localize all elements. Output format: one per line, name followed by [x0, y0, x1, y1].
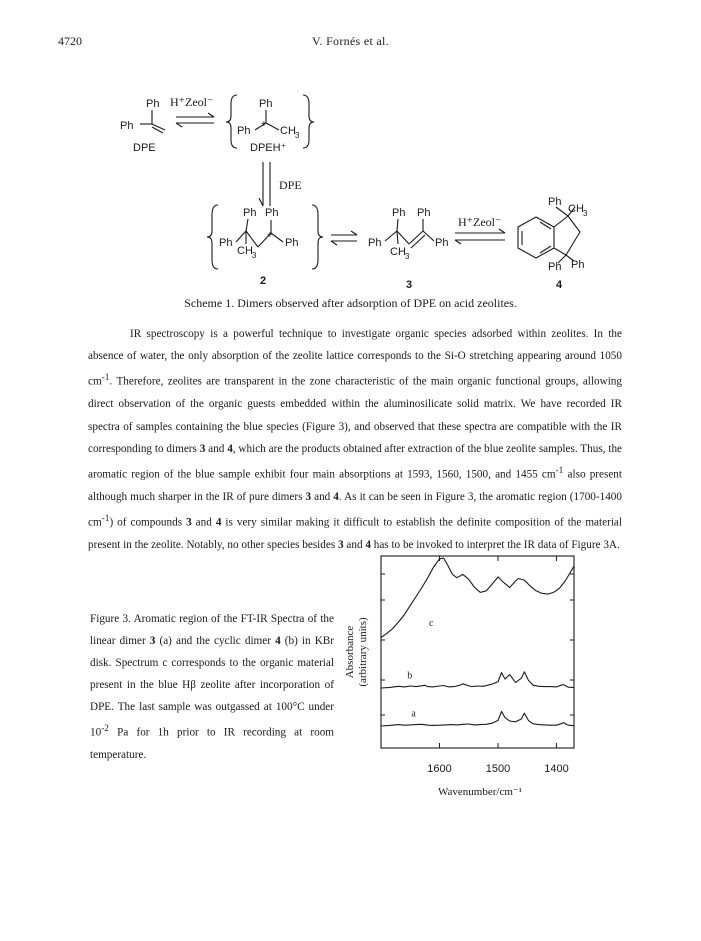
x-tick-label: 1500 — [485, 763, 511, 775]
c4-ph-bottom-2: Ph — [571, 259, 585, 271]
compound-2-label: 2 — [260, 275, 267, 287]
c3-ch3-sub: 3 — [405, 252, 410, 261]
plot-frame — [381, 556, 574, 748]
dpe-ph-left: Ph — [120, 120, 134, 132]
reaction-scheme — [0, 0, 701, 300]
ir-spectrum-chart — [336, 548, 586, 808]
c3-ph-4: Ph — [435, 237, 449, 249]
y-axis-label-1: Absorbance — [344, 625, 356, 679]
scheme-caption: Scheme 1. Dimers observed after adsorption of DPE on acid zeolites. — [184, 296, 517, 310]
spectra-layer — [381, 558, 574, 726]
body-text — [88, 323, 622, 556]
dpeh-charge: + — [261, 119, 267, 130]
c2-ph-2: Ph — [265, 207, 279, 219]
page-number: 4720 — [58, 34, 82, 48]
dpeh-ch3-sub: 3 — [295, 131, 300, 140]
zeolite-reagent-2: H⁺Zeol⁻ — [458, 215, 502, 229]
x-tick-label: 1600 — [427, 763, 452, 775]
c2-ph-1: Ph — [243, 207, 257, 219]
paragraph: IR spectroscopy is a powerful technique to investigate organic species adsorbed within zeolites. In the absence of water, the only absorption of the zeolite lattice corresponds to the Si-O stretching appearing around 1050 $cm^{-1}$. Therefore, zeolites are transparent in the zone characteristic of the main organic functional groups, allowing direct observation of the organic guests embedded within the aluminosilicate solid matrix. We have recorded IR spectra of samples containing the blue species (Figure 3), and observed that these spectra are compatible with the IR corresponding to dimers 3 and 4, which are the products obtained after extraction of the blue zeolite samples. Thus, the aromatic region of the blue sample exhibit four main absorptions at 1593, 1560, 1500, and 1455 $cm^{-1}$ also present although much sharper in the IR of pure dimers 3 and 4. As it can be seen in Figure 3, the aromatic region (1700-1400 $cm^{-1}$) of compounds 3 and 4 is very similar making it difficult to establish the definite composition of the material present in the zeolite. Notably, no other species besides 3 and 4 has to be invoked to interpret the IR data of Figure 3A. — [88, 328, 623, 552]
dpe-arrow-label: DPE — [279, 178, 302, 192]
dpeh-ph-top: Ph — [259, 98, 273, 110]
zeolite-reagent-1: H⁺Zeol⁻ — [170, 95, 214, 109]
c4-ch3-sub: 3 — [583, 209, 588, 218]
c3-ph-1: Ph — [392, 207, 406, 219]
c4-ph-bottom-1: Ph — [548, 261, 562, 273]
figure-caption: Figure 3. Aromatic region of the FT-IR Spectra of the linear dimer 3 (a) and the cyclic dimer 4 (b) in KBr disk. Spectrum c corresponds to the organic material present in the blue Hβ zeolite after incorporation of DPE. The last sample was outgassed at 100°C under $10^{-2}$ Pa for 1h prior to IR recording at room temperature. — [90, 613, 334, 761]
compound-4-label: 4 — [556, 279, 563, 291]
c2-ph-3: Ph — [219, 237, 233, 249]
c3-ph-3: Ph — [368, 237, 382, 249]
c4-ph-top: Ph — [548, 196, 562, 208]
series-label-a: a — [411, 708, 416, 720]
y-axis-label-2: (arbitrary units) — [357, 617, 369, 687]
c2-charge: + — [267, 230, 273, 241]
dpe-label: DPE — [133, 142, 156, 154]
c2-ch3: CH — [237, 245, 253, 257]
x-tick-label: 1400 — [544, 763, 569, 775]
series-label-b: b — [407, 670, 413, 682]
spectrum-line-c — [381, 558, 574, 638]
c3-ch3: CH — [390, 246, 406, 258]
series-label-c: c — [429, 617, 434, 629]
spectrum-line-a — [381, 708, 574, 726]
running-head: V. Fornés et al. — [312, 34, 389, 48]
c2-ph-4: Ph — [285, 237, 299, 249]
compound-3-label: 3 — [406, 279, 413, 291]
dpeh-label: DPEH⁺ — [250, 142, 287, 154]
c4-ch3: CH — [568, 203, 584, 215]
dpeh-ph-left: Ph — [237, 125, 251, 137]
x-tick-labels — [427, 763, 568, 775]
dpeh-ch3: CH — [280, 125, 296, 137]
c2-ch3-sub: 3 — [252, 251, 257, 260]
dpe-ph-top: Ph — [146, 98, 160, 110]
c3-ph-2: Ph — [417, 207, 431, 219]
x-axis-label: Wavenumber/cm⁻¹ — [438, 786, 522, 798]
axis-ticks — [381, 556, 574, 748]
